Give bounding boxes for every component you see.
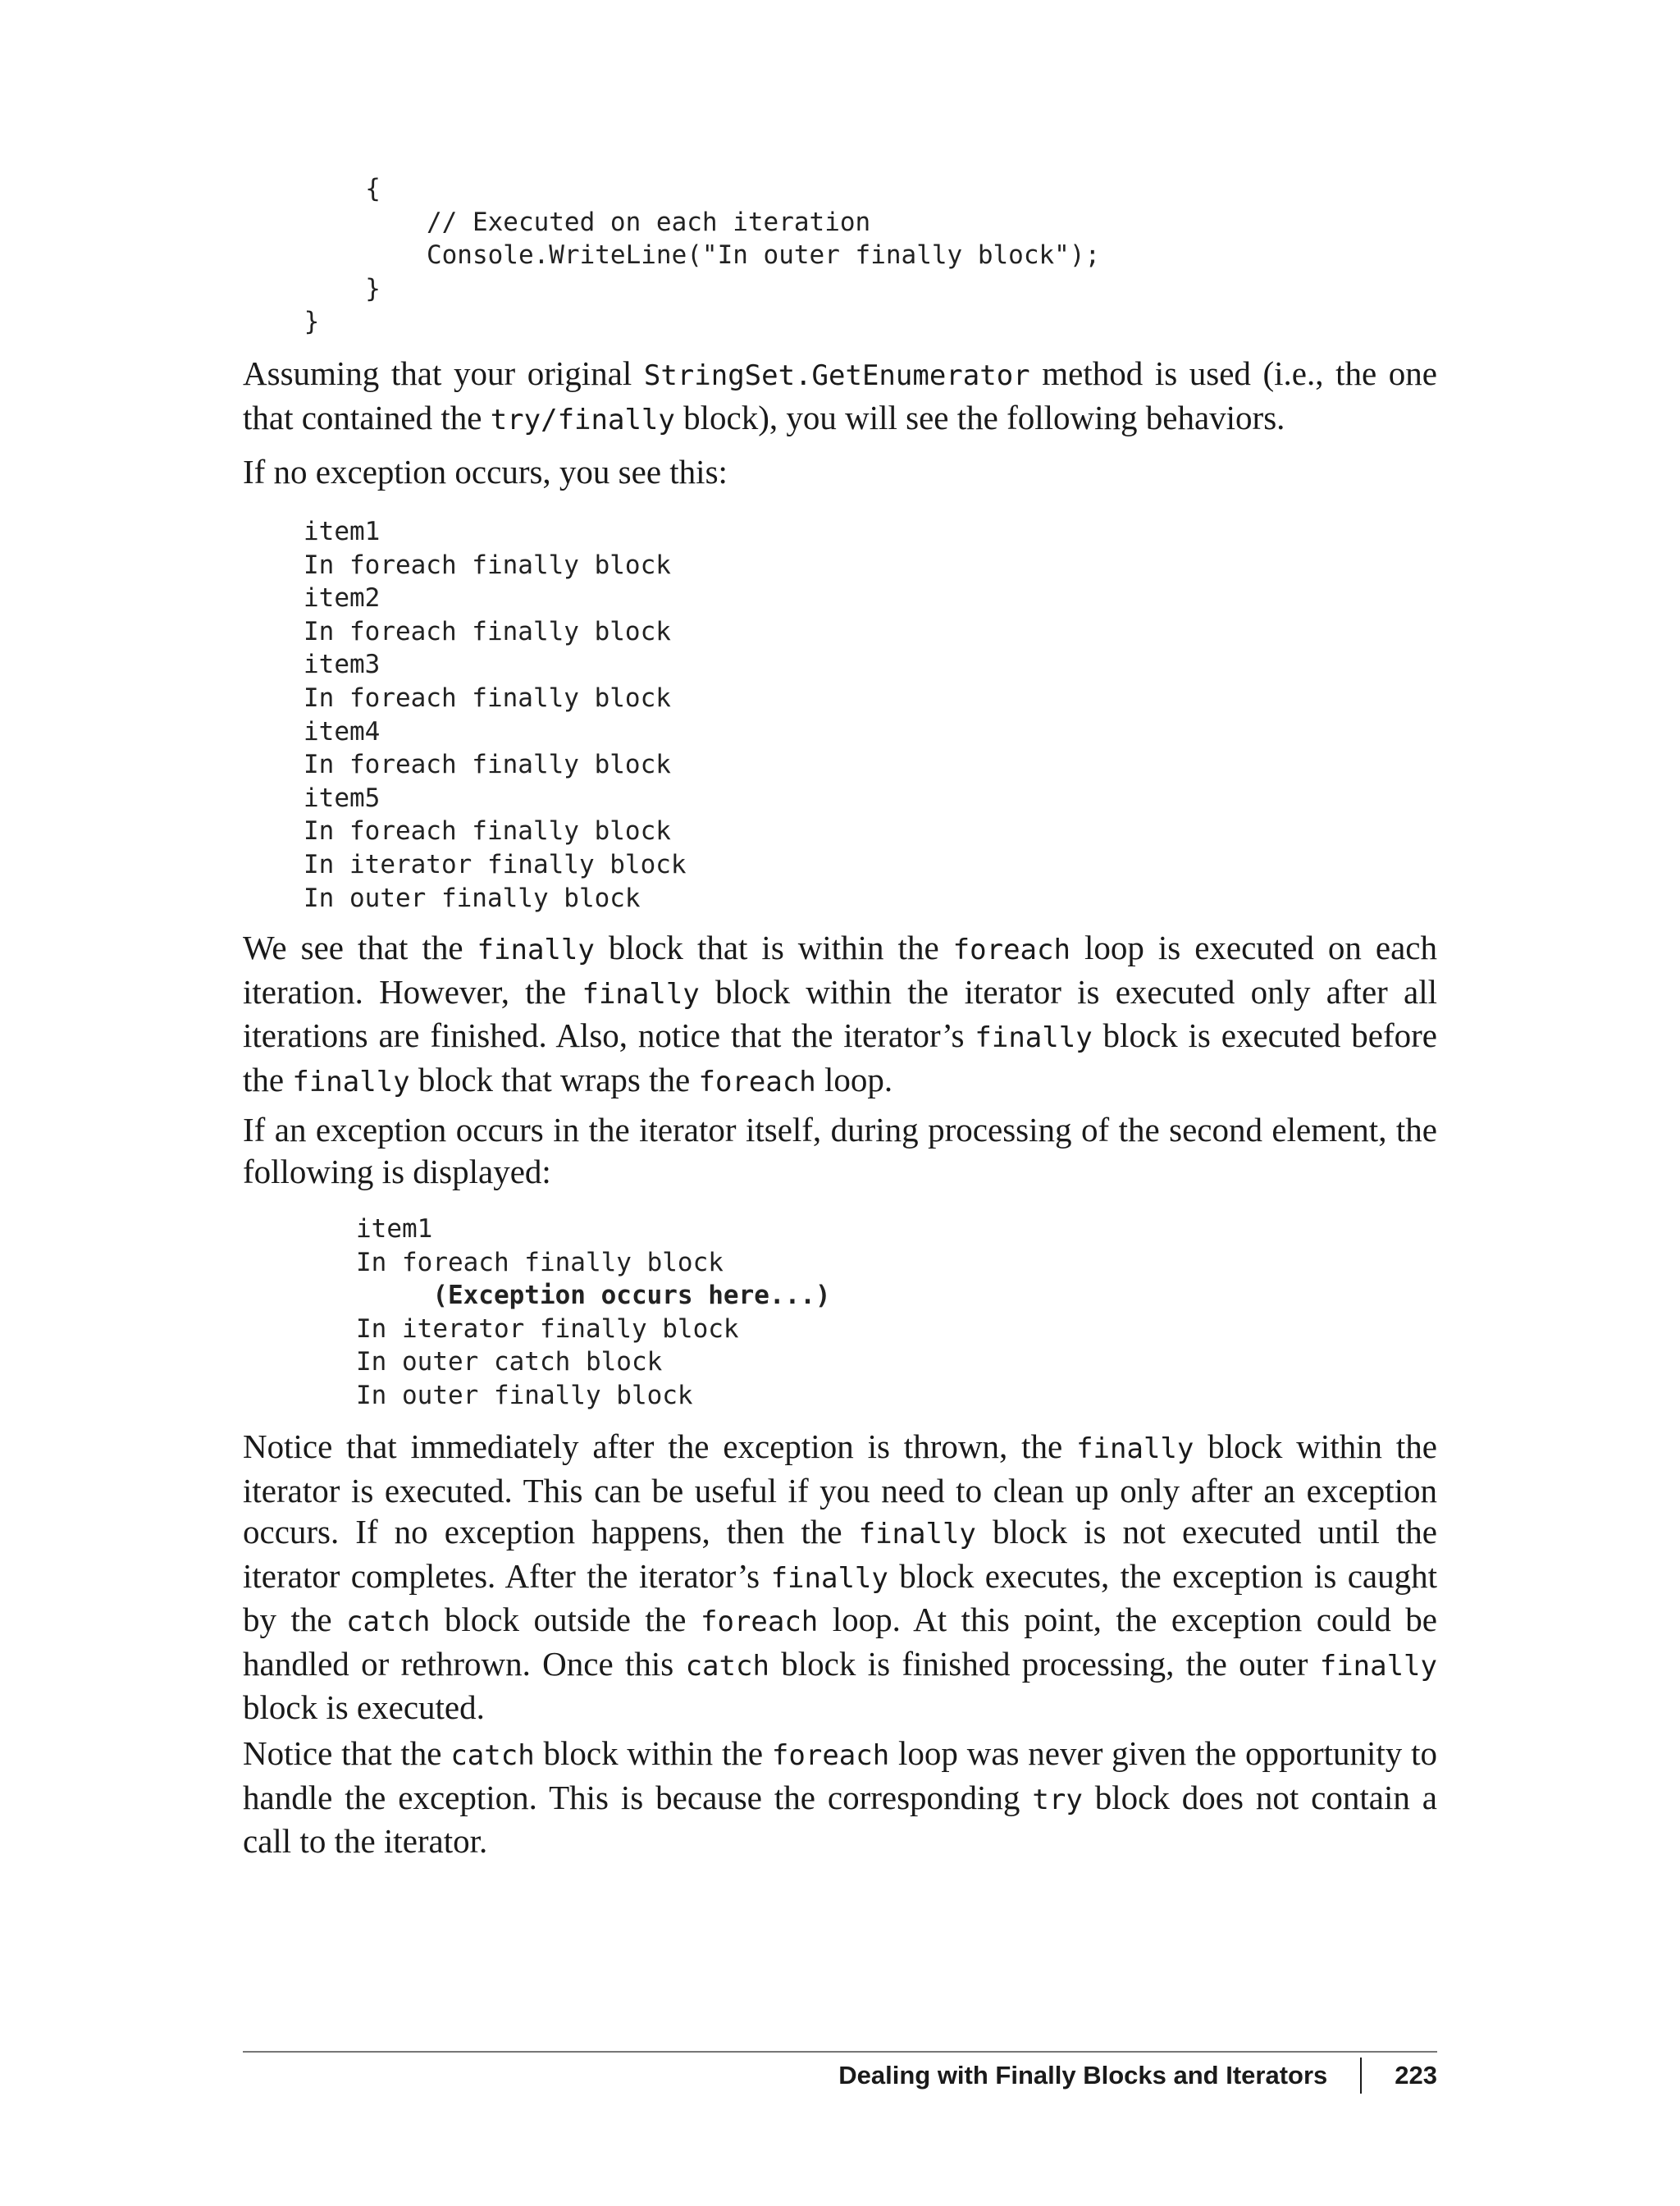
code-line: item2 <box>304 583 381 614</box>
code-line: { <box>243 174 381 203</box>
inline-code: foreach <box>698 1065 816 1098</box>
inline-code: foreach <box>952 934 1071 966</box>
inline-code: finally <box>858 1518 976 1551</box>
paragraph-finally-explanation: We see that the finally block that is within the foreach loop is executed on each iteration. However, the finally block within the iterator is executed only after all iterations are finished. Also, notice that the iterator’s finally block is executed before the finally block that wraps the foreach loop. <box>243 929 1438 1098</box>
code-block-top <box>243 172 1100 339</box>
inline-code: foreach <box>771 1739 890 1772</box>
paragraph-getenumerator: Assuming that your original StringSet.GetEnumerator method is used (i.e., the one that contained the try/finally block), you will see the following behaviors. <box>243 354 1437 436</box>
code-line: In foreach finally block <box>304 683 671 713</box>
code-line: } <box>243 307 320 337</box>
code-line-emphasis: (Exception occurs here...) <box>356 1281 831 1311</box>
inline-code: finally <box>770 1561 888 1595</box>
code-line: In outer finally block <box>304 883 641 913</box>
inline-code: finally <box>975 1021 1093 1054</box>
paragraph-no-exception: If no exception occurs, you see this: <box>243 453 728 491</box>
paragraph-exception-case: If an exception occurs in the iterator itself, during processing of the second element, the following is displayed: <box>243 1111 1437 1190</box>
code-line: In foreach finally block <box>304 616 671 646</box>
code-line: // Executed on each iteration <box>243 207 871 237</box>
inline-code: catch <box>346 1605 431 1638</box>
code-line: In iterator finally block <box>356 1313 739 1344</box>
code-block-no-exception-output <box>304 515 687 915</box>
code-line: } <box>243 273 381 304</box>
code-line: item1 <box>356 1214 433 1244</box>
code-line: item5 <box>304 783 381 813</box>
inline-code: foreach <box>700 1605 819 1638</box>
code-line: In iterator finally block <box>304 849 687 879</box>
inline-code: finally <box>477 934 595 966</box>
code-block-exception-output <box>356 1213 831 1413</box>
inline-code: catch <box>450 1739 535 1772</box>
inline-code: try/finally <box>490 403 675 436</box>
inline-code: finally <box>1076 1432 1194 1465</box>
code-line: In foreach finally block <box>304 550 671 580</box>
running-footer-title: Dealing with Finally Blocks and Iterators <box>838 2061 1328 2090</box>
inline-code: finally <box>292 1065 410 1098</box>
inline-code: try <box>1032 1783 1083 1816</box>
code-line: In outer finally block <box>356 1380 693 1410</box>
code-line: In outer catch block <box>356 1347 663 1377</box>
page-number: 223 <box>1395 2061 1437 2090</box>
paragraph-catch-block-note: Notice that the catch block within the foreach loop was never given the opportunity to handle the exception. This is because the corresponding try block does not contain a call to the iterator. <box>243 1734 1438 1860</box>
footer-separator <box>1360 2058 1362 2094</box>
code-line: item1 <box>304 517 381 546</box>
inline-code: finally <box>1319 1649 1437 1683</box>
inline-code: StringSet.GetEnumerator <box>643 359 1030 392</box>
inline-code: finally <box>582 977 700 1011</box>
code-line: In foreach finally block <box>304 750 671 780</box>
page-footer <box>838 2058 1437 2094</box>
footer-divider <box>243 2051 1437 2053</box>
code-line: In foreach finally block <box>304 816 671 847</box>
code-line: Console.WriteLine("In outer finally block"); <box>243 240 1101 271</box>
inline-code: catch <box>685 1649 769 1683</box>
code-line: In foreach finally block <box>356 1247 724 1277</box>
code-line: item4 <box>304 716 381 747</box>
paragraph-exception-explanation: Notice that immediately after the exception is thrown, the finally block within the iterator is executed. This can be useful if you need to clean up only after an exception occurs. If no exception happens, then the finally block is not executed until the iterator completes. After the iterator’s finally block executes, the exception is caught by the catch block outside the foreach loop. At this point, the exception could be handled or rethrown. Once this catch block is finished processing, the outer finally block is executed. <box>243 1427 1438 1726</box>
code-line: item3 <box>304 650 381 680</box>
